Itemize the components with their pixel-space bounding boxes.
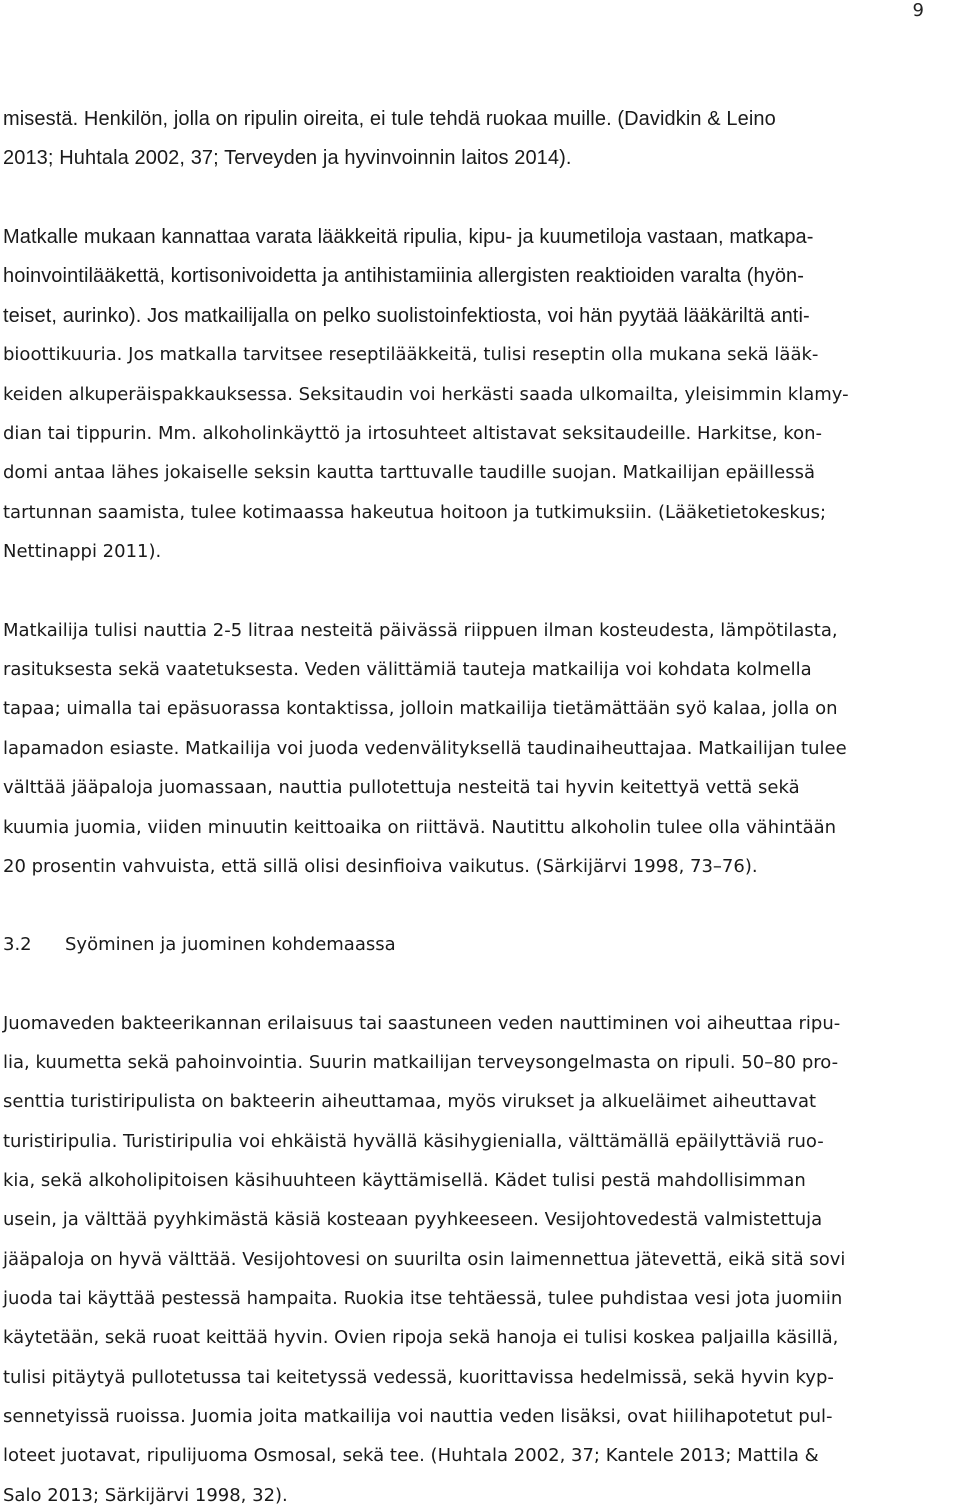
section-number: 3.2 [3, 934, 32, 955]
text-line: usein, ja välttää pyyhkimästä käsiä kosteaan pyyhkeeseen. Vesijohtovedestä valmistettuja [3, 1209, 823, 1230]
text-line: 2013; Huhtala 2002, 37; Terveyden ja hyvinvoinnin laitos 2014). [3, 147, 572, 169]
text-line: Nettinappi 2011). [3, 541, 162, 562]
text-line: juoda tai käyttää pestessä hampaita. Ruokia itse tehtäessä, tulee puhdistaa vesi jota juomiin [3, 1288, 843, 1309]
text-line: misestä. Henkilön, jolla on ripulin oireita, ei tule tehdä ruokaa muille. (Davidkin & Leino [3, 108, 776, 130]
text-line: teiset, aurinko). Jos matkailijalla on pelko suolistoinfektiosta, voi hän pyytää lääkäriltä anti- [3, 305, 810, 327]
text-line: keiden alkuperäispakkauksessa. Seksitaudin voi herkästi saada ulkomailta, yleisimmin klamy- [3, 384, 849, 405]
section-title: Syöminen ja juominen kohdemaassa [65, 934, 396, 955]
page-number: 9 [912, 0, 924, 21]
text-line: välttää jääpaloja juomassaan, nauttia pullotettuja nesteitä tai hyvin keitettyä vettä sekä [3, 777, 800, 798]
text-line: 20 prosentin vahvuista, että sillä olisi desinfioiva vaikutus. (Särkijärvi 1998, 73–76). [3, 856, 758, 877]
text-line: Matkailija tulisi nauttia 2-5 litraa nesteitä päivässä riippuen ilman kosteudesta, lämpötilasta, [3, 620, 838, 641]
text-line: kia, sekä alkoholipitoisen käsihuuhteen käyttämisellä. Kädet tulisi pestä mahdollisimman [3, 1170, 806, 1191]
text-line: käytetään, sekä ruoat keittää hyvin. Ovien ripoja sekä hanoja ei tulisi koskea paljailla käsillä, [3, 1327, 839, 1348]
text-line: kuumia juomia, viiden minuutin keittoaika on riittävä. Nautittu alkoholin tulee olla vähintään [3, 817, 837, 838]
text-line: turistiripulia. Turistiripulia voi ehkäistä hyvällä käsihygienialla, välttämällä epäilyttäviä ruo- [3, 1131, 824, 1152]
text-line: domi antaa lähes jokaiselle seksin kautta tarttuvalle taudille suojan. Matkailijan epäillessä [3, 462, 815, 483]
text-line: Juomaveden bakteerikannan erilaisuus tai saastuneen veden nauttiminen voi aiheuttaa ripu- [3, 1013, 841, 1034]
text-line: hoinvointilääkettä, kortisonivoidetta ja antihistamiinia allergisten reaktioiden varalta (hyön- [3, 265, 805, 287]
text-line: tartunnan saamista, tulee kotimaassa hakeutua hoitoon ja tutkimuksiin. (Lääketietokeskus; [3, 502, 827, 523]
text-line: lia, kuumetta sekä pahoinvointia. Suurin matkailijan terveysongelmasta on ripuli. 50–80 pro- [3, 1052, 839, 1073]
text-line: sennetyissä ruoissa. Juomia joita matkailija voi nauttia veden lisäksi, ovat hiilihapotetut pul- [3, 1406, 833, 1427]
text-line: bioottikuuria. Jos matkalla tarvitsee reseptilääkkeitä, tulisi reseptin olla mukana sekä lääk- [3, 344, 819, 365]
text-line: Matkalle mukaan kannattaa varata lääkkeitä ripulia, kipu- ja kuumetiloja vastaan, matkapa- [3, 226, 814, 248]
section-heading [3, 934, 396, 956]
text-line: tapaa; uimalla tai epäsuorassa kontaktissa, jolloin matkailija tietämättään syö kalaa, jolla on [3, 698, 838, 719]
text-line: senttia turistiripulista on bakteerin aiheuttamaa, myös virukset ja alkueläimet aiheuttavat [3, 1091, 817, 1112]
text-line: rasituksesta sekä vaatetuksesta. Veden välittämiä tauteja matkailija voi kohdata kolmella [3, 659, 812, 680]
text-line: Salo 2013; Särkijärvi 1998, 32). [3, 1485, 288, 1506]
text-line: loteet juotavat, ripulijuoma Osmosal, sekä tee. (Huhtala 2002, 37; Kantele 2013; Mattila & [3, 1445, 819, 1466]
text-line: tulisi pitäytyä pullotetussa tai keitetyssä vedessä, kuorittavissa hedelmissä, sekä hyvin kyp- [3, 1367, 834, 1388]
text-line: lapamadon esiaste. Matkailija voi juoda vedenvälityksellä taudinaiheuttajaa. Matkailijan tulee [3, 738, 847, 759]
text-line: dian tai tippurin. Mm. alkoholinkäyttö ja irtosuhteet altistavat seksitaudeille. Harkitse, kon- [3, 423, 823, 444]
text-line: jääpaloja on hyvä välttää. Vesijohtovesi on suurilta osin laimennettua jätevettä, eikä sitä sovi [3, 1249, 846, 1270]
